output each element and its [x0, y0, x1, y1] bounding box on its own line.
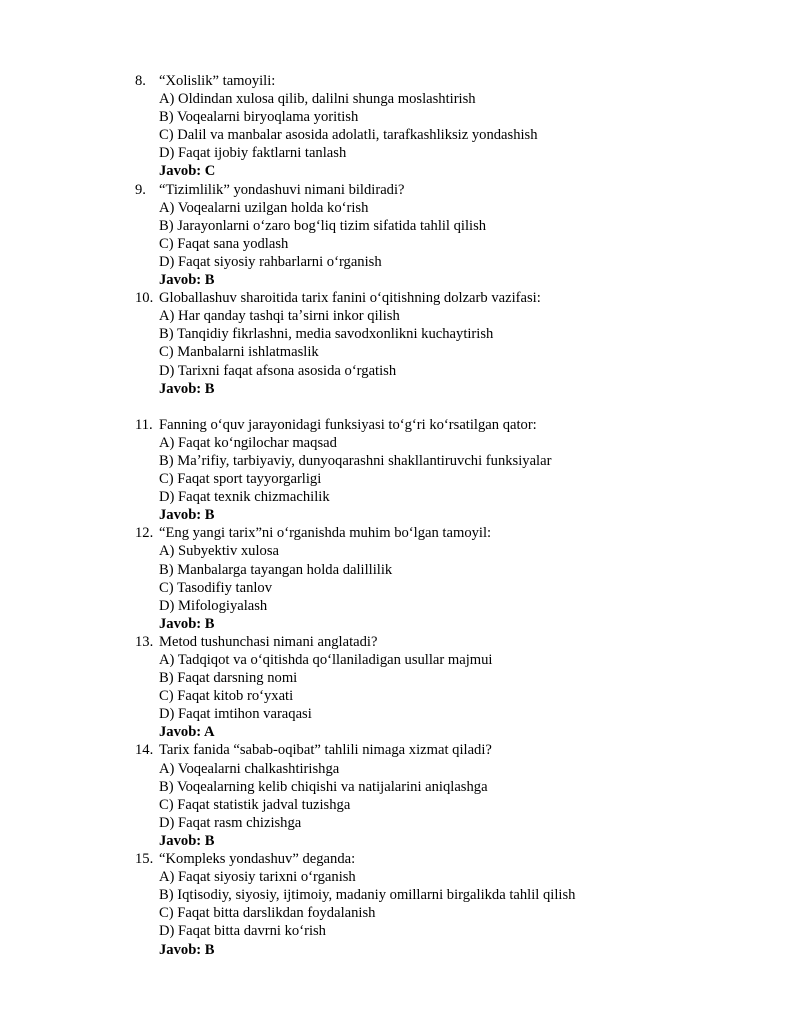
- option-c: C) Faqat sport tayyorgarligi: [159, 471, 322, 488]
- option-b: B) Voqealarning kelib chiqishi va natijalarini aniqlashga: [159, 778, 488, 795]
- option-b: B) Faqat darsning nomi: [159, 670, 298, 687]
- option-b: B) Tanqidiy fikrlashni, media savodxonlikni kuchaytirish: [159, 326, 494, 343]
- answer: Javob: B: [159, 615, 215, 632]
- option-c: C) Faqat statistik jadval tuzishga: [159, 796, 351, 813]
- option-b: B) Manbalarga tayangan holda dalillilik: [159, 561, 393, 578]
- question-10: [0, 289, 800, 398]
- question-text: 11. Fanning oʻquv jarayonidagi funksiyasi toʻgʻri koʻrsatilgan qator:: [135, 416, 537, 433]
- option-d: D) Faqat bitta davrni koʻrish: [159, 923, 326, 940]
- option-b: B) Voqealarni biryoqlama yoritish: [159, 109, 359, 126]
- answer: Javob: B: [159, 507, 215, 524]
- option-d: D) Faqat rasm chizishga: [159, 814, 302, 831]
- question-text: 8. “Xolislik” tamoyili:: [135, 73, 276, 89]
- answer: Javob: B: [159, 380, 215, 397]
- option-a: A) Subyektiv xulosa: [159, 543, 279, 560]
- blank-line: [0, 398, 800, 416]
- question-number: 11.: [135, 416, 153, 433]
- question-number: 9.: [135, 181, 146, 198]
- question-14: [0, 741, 800, 850]
- question-15: [0, 850, 800, 959]
- option-a: A) Faqat siyosiy tarixni oʻrganish: [159, 869, 356, 886]
- question-number: 14.: [135, 742, 154, 759]
- answer: Javob: C: [159, 163, 216, 180]
- question-8: [0, 72, 800, 181]
- question-text: 9. “Tizimlilik” yondashuvi nimani bildiradi?: [135, 181, 405, 198]
- document-page: [0, 72, 800, 959]
- question-9: [0, 181, 800, 290]
- option-c: C) Dalil va manbalar asosida adolatli, tarafkashliksiz yondashish: [159, 127, 538, 144]
- option-c: C) Faqat kitob roʻyxati: [159, 688, 294, 705]
- option-d: D) Faqat ijobiy faktlarni tanlash: [159, 145, 347, 162]
- option-a: A) Oldindan xulosa qilib, dalilni shunga moslashtirish: [159, 91, 476, 108]
- option-d: D) Tarixni faqat afsona asosida oʻrgatish: [159, 362, 397, 379]
- option-c: C) Manbalarni ishlatmaslik: [159, 344, 319, 361]
- option-a: A) Tadqiqot va oʻqitishda qoʻllaniladigan usullar majmui: [159, 652, 493, 668]
- question-text: 14. Tarix fanida “sabab-oqibat” tahlili nimaga xizmat qiladi?: [135, 742, 492, 759]
- question-text: 15. “Kompleks yondashuv” deganda:: [135, 851, 356, 868]
- option-b: B) Jarayonlarni oʻzaro bogʻliq tizim sifatida tahlil qilish: [159, 217, 487, 234]
- option-c: C) Tasodifiy tanlov: [159, 579, 273, 596]
- answer: Javob: B: [159, 272, 215, 289]
- option-d: D) Faqat imtihon varaqasi: [159, 706, 312, 723]
- question-number: 10.: [135, 290, 154, 307]
- option-a: A) Faqat koʻngilochar maqsad: [159, 434, 337, 451]
- question-11: [0, 416, 800, 525]
- question-13: [0, 633, 800, 742]
- option-b: B) Maʼrifiy, tarbiyaviy, dunyoqarashni shakllantiruvchi funksiyalar: [159, 452, 552, 469]
- option-d: D) Mifologiyalash: [159, 597, 268, 614]
- question-text: 10. Globallashuv sharoitida tarix fanini oʻqitishning dolzarb vazifasi:: [135, 290, 541, 307]
- answer: Javob: B: [159, 832, 215, 849]
- option-a: A) Voqealarni uzilgan holda koʻrish: [159, 199, 369, 216]
- option-a: A) Voqealarni chalkashtirishga: [159, 760, 340, 777]
- question-number: 15.: [135, 851, 154, 868]
- option-d: D) Faqat texnik chizmachilik: [159, 489, 330, 506]
- option-c: C) Faqat bitta darslikdan foydalanish: [159, 905, 376, 922]
- answer: Javob: B: [159, 941, 215, 958]
- option-c: C) Faqat sana yodlash: [159, 235, 289, 252]
- question-12: [0, 524, 800, 633]
- question-number: 8.: [135, 73, 146, 89]
- option-b: B) Iqtisodiy, siyosiy, ijtimoiy, madaniy omillarni birgalikda tahlil qilish: [159, 887, 576, 904]
- option-a: A) Har qanday tashqi taʼsirni inkor qilish: [159, 308, 400, 325]
- question-text: 12. “Eng yangi tarix”ni oʻrganishda muhim boʻlgan tamoyil:: [135, 525, 492, 542]
- question-number: 12.: [135, 525, 154, 542]
- option-d: D) Faqat siyosiy rahbarlarni oʻrganish: [159, 253, 382, 270]
- question-text: 13. Metod tushunchasi nimani anglatadi?: [135, 633, 378, 650]
- answer: Javob: A: [159, 724, 215, 741]
- question-number: 13.: [135, 633, 154, 650]
